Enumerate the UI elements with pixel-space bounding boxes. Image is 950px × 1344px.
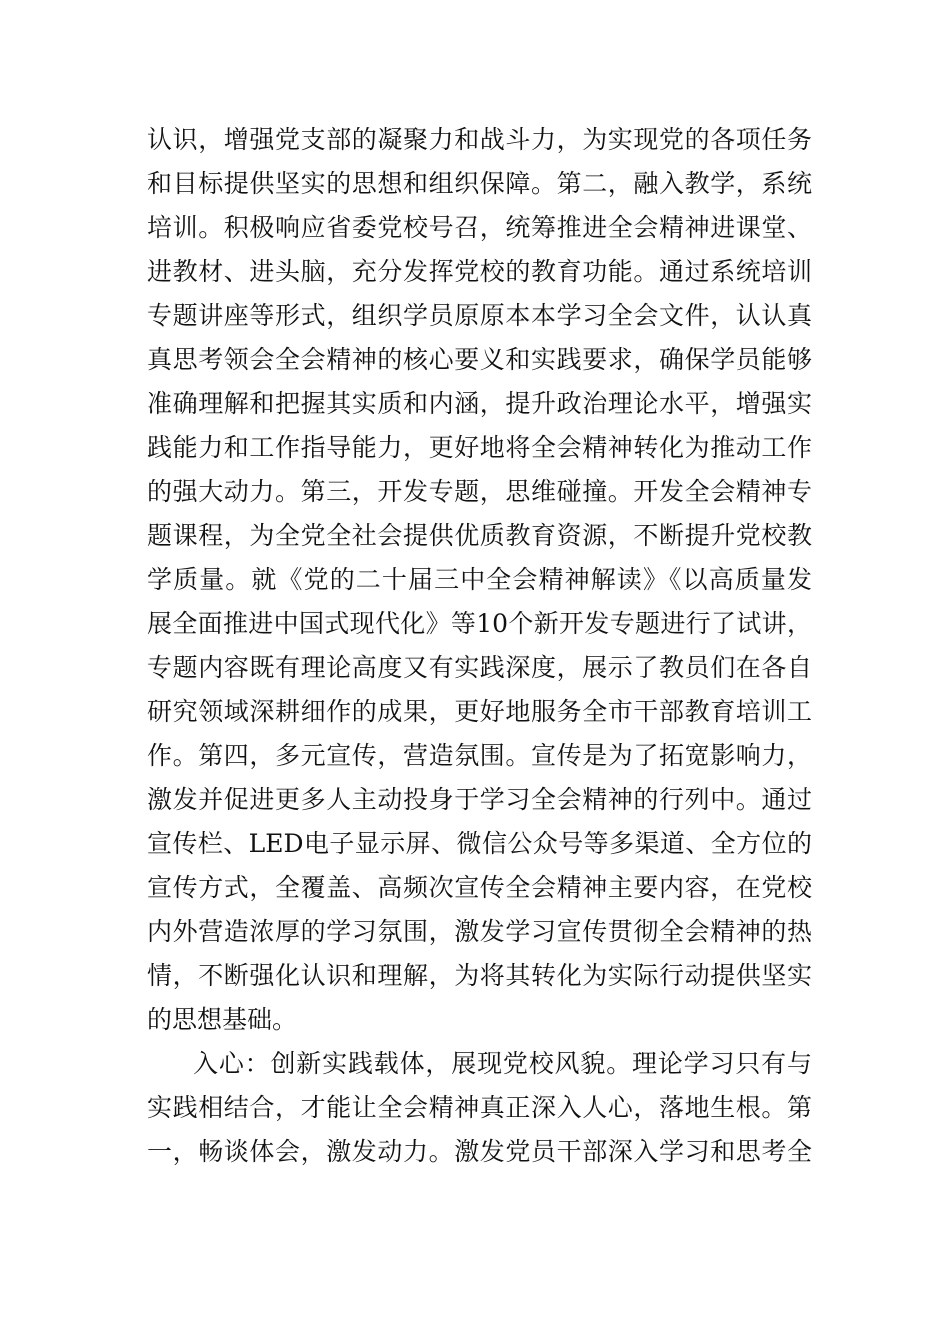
text-line: 一，畅谈体会，激发动力。激发党员干部深入学习和思考全 bbox=[147, 1137, 812, 1166]
text-line: 专题内容既有理论高度又有实践深度，展示了教员们在各自 bbox=[147, 653, 812, 682]
text-line: 践能力和工作指导能力，更好地将全会精神转化为推动工作 bbox=[147, 433, 812, 462]
text-line: 学质量。就《党的二十届三中全会精神解读》《以高质量发 bbox=[147, 565, 812, 594]
text-line: 宣传方式，全覆盖、高频次宣传全会精神主要内容，在党校 bbox=[147, 873, 812, 902]
text-line: 激发并促进更多人主动投身于学习全会精神的行列中。通过 bbox=[147, 785, 812, 814]
text-line: 的思想基础。 bbox=[147, 1005, 298, 1034]
text-line: 入心：创新实践载体，展现党校风貌。理论学习只有与 bbox=[193, 1049, 812, 1078]
text-line: 题课程，为全党全社会提供优质教育资源，不断提升党校教 bbox=[147, 521, 812, 550]
text-line: 专题讲座等形式，组织学员原原本本学习全会文件，认认真 bbox=[147, 301, 812, 330]
text-line: 的强大动力。第三，开发专题，思维碰撞。开发全会精神专 bbox=[147, 477, 812, 506]
text-line: 认识，增强党支部的凝聚力和战斗力，为实现党的各项任务 bbox=[147, 125, 812, 154]
text-line: 作。第四，多元宣传，营造氛围。宣传是为了拓宽影响力， bbox=[147, 741, 812, 770]
text-line: 宣传栏、LED电子显示屏、微信公众号等多渠道、全方位的 bbox=[147, 829, 812, 858]
text-line: 实践相结合，才能让全会精神真正深入人心，落地生根。第 bbox=[147, 1093, 812, 1122]
text-line: 准确理解和把握其实质和内涵，提升政治理论水平，增强实 bbox=[147, 389, 812, 418]
text-line: 展全面推进中国式现代化》等10个新开发专题进行了试讲， bbox=[147, 609, 812, 638]
text-line: 培训。积极响应省委党校号召，统筹推进全会精神进课堂、 bbox=[147, 213, 812, 242]
text-line: 研究领域深耕细作的成果，更好地服务全市干部教育培训工 bbox=[147, 697, 812, 726]
text-line: 情，不断强化认识和理解，为将其转化为实际行动提供坚实 bbox=[147, 961, 812, 990]
text-line: 进教材、进头脑，充分发挥党校的教育功能。通过系统培训 bbox=[147, 257, 812, 286]
text-line: 真思考领会全会精神的核心要义和实践要求，确保学员能够 bbox=[147, 345, 812, 374]
text-line: 内外营造浓厚的学习氛围，激发学习宣传贯彻全会精神的热 bbox=[147, 917, 812, 946]
text-line: 和目标提供坚实的思想和组织保障。第二，融入教学，系统 bbox=[147, 169, 812, 198]
